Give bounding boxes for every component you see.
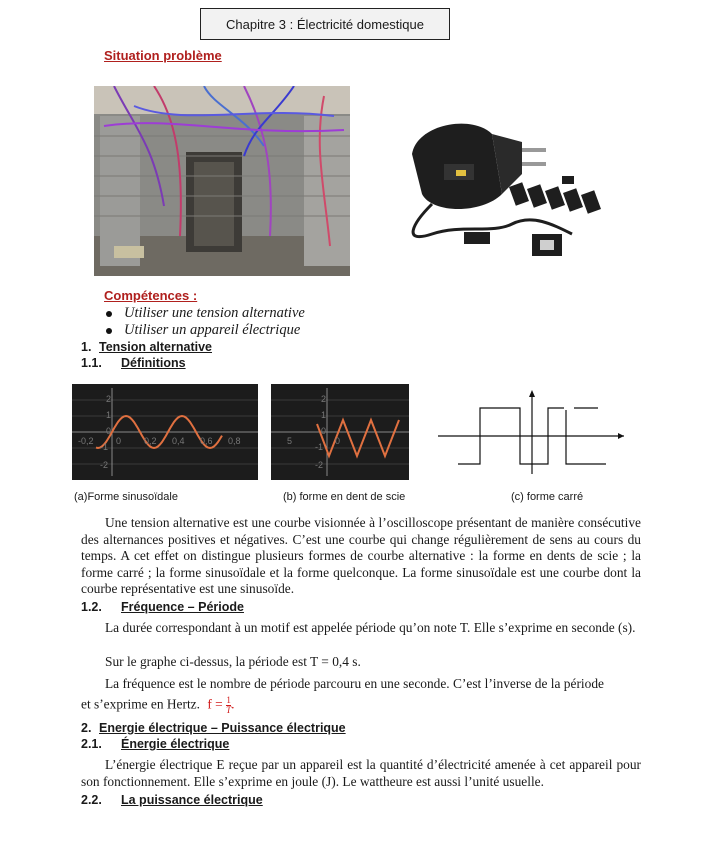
competence-item-2 (106, 322, 300, 339)
hertz-text: et s’exprime en Hertz. (81, 696, 200, 712)
paragraph-energy: L’énergie électrique E reçue par un appareil est la quantité d’électricité amenée à cet appareil pour son fonctionnement. Elle s’exprime en joule (J). Le wattheure est aussi l’unité usuelle. (81, 757, 641, 789)
bullet-icon (106, 328, 112, 334)
frequency-formula: f = $\frac{1}{T}$ . (207, 695, 235, 715)
wiring-photo (94, 86, 350, 276)
tick-label: 0 (321, 426, 327, 436)
paragraph-hertz (81, 696, 234, 715)
chapter-title-text: Chapitre 3 : Électricité domestique (226, 16, 424, 32)
competences-label: Compétences : (104, 288, 198, 303)
section-title: Energie électrique – Puissance électrique (99, 721, 346, 735)
tick-label: 0,8 (228, 436, 241, 446)
tick-label: -2 (315, 460, 324, 470)
tick-label: 0,2 (144, 436, 157, 446)
tick-label: 0 (335, 436, 341, 446)
formula-denominator: T (226, 705, 232, 715)
section-title: Tension alternative (99, 340, 212, 354)
section-1-2-heading (81, 600, 244, 614)
tick-label: -0,2 (78, 436, 94, 446)
competence-text: Utiliser une tension alternative (124, 305, 305, 321)
section-number: 2.2. (81, 793, 102, 807)
section-number: 2.1. (81, 737, 102, 751)
section-2-2-heading (81, 793, 263, 807)
section-2-1-heading (81, 737, 229, 751)
tick-label: -2 (100, 460, 109, 470)
section-1-heading (81, 340, 212, 354)
tick-label: 2 (106, 394, 112, 404)
formula-numerator: 1 (226, 695, 231, 705)
tick-label: 0,4 (172, 436, 185, 446)
paragraph-definition: Une tension alternative est une courbe visionnée à l’oscilloscope présentant de manière consécutive des alternances positives et négatives. C’est une courbe qui change régulièrement de sens au cours du temps. A cet effet on distingue plusieurs formes de courbe alternative : la forme en dents de scie ; la forme carré ; la forme sinusoïdale et la forme quelconque. La forme sinusoïdale est une courbe dont la courbe représentative est une sinusoïde. (81, 515, 641, 596)
section-1-1-heading (81, 356, 186, 370)
sawtooth-graph (271, 384, 409, 480)
formula-fraction (226, 696, 231, 715)
tick-label: 5 (287, 436, 293, 446)
caption-sinusoid: (a)Forme sinusoïdale (74, 491, 178, 503)
competence-item-1 (106, 305, 305, 322)
caption-sawtooth: (b) forme en dent de scie (283, 491, 406, 503)
section-number: 1.1. (81, 356, 102, 370)
tick-label: -1 (100, 442, 109, 452)
sinusoid-scope (72, 384, 258, 480)
section-title: Énergie électrique (121, 737, 230, 751)
power-adapter-photo (372, 84, 622, 284)
section-number: 2. (81, 721, 92, 735)
tick-label: 0 (106, 426, 112, 436)
formula-lhs: f = (207, 696, 223, 712)
section-title: Définitions (121, 356, 186, 370)
caption-square: (c) forme carré (511, 491, 584, 503)
section-2-heading (81, 721, 346, 735)
competence-text: Utiliser un appareil électrique (124, 322, 301, 338)
paragraph-frequency: La fréquence est le nombre de période parcouru en une seconde. C’est l’inverse de la période (105, 676, 604, 691)
situation-label: Situation problème (104, 48, 222, 63)
tick-label: 1 (106, 410, 112, 420)
section-number: 1. (81, 340, 92, 354)
tick-label: 0 (116, 436, 122, 446)
chapter-title (200, 8, 450, 40)
bullet-icon (106, 311, 112, 317)
section-number: 1.2. (81, 600, 102, 614)
section-title: Fréquence – Période (121, 600, 244, 614)
tick-label: 2 (321, 394, 327, 404)
tick-label: 0,6 (200, 436, 213, 446)
paragraph-period-value: Sur le graphe ci-dessus, la période est T = 0,4 s. (105, 654, 361, 669)
tick-label: 1 (321, 410, 327, 420)
tick-label: -1 (315, 442, 324, 452)
sawtooth-scope (271, 384, 409, 480)
paragraph-period: La durée correspondant à un motif est appelée période qu’on note T. Elle s’exprime en seconde (s). (105, 620, 636, 635)
square-wave-graph (438, 388, 630, 474)
section-title: La puissance électrique (121, 793, 263, 807)
